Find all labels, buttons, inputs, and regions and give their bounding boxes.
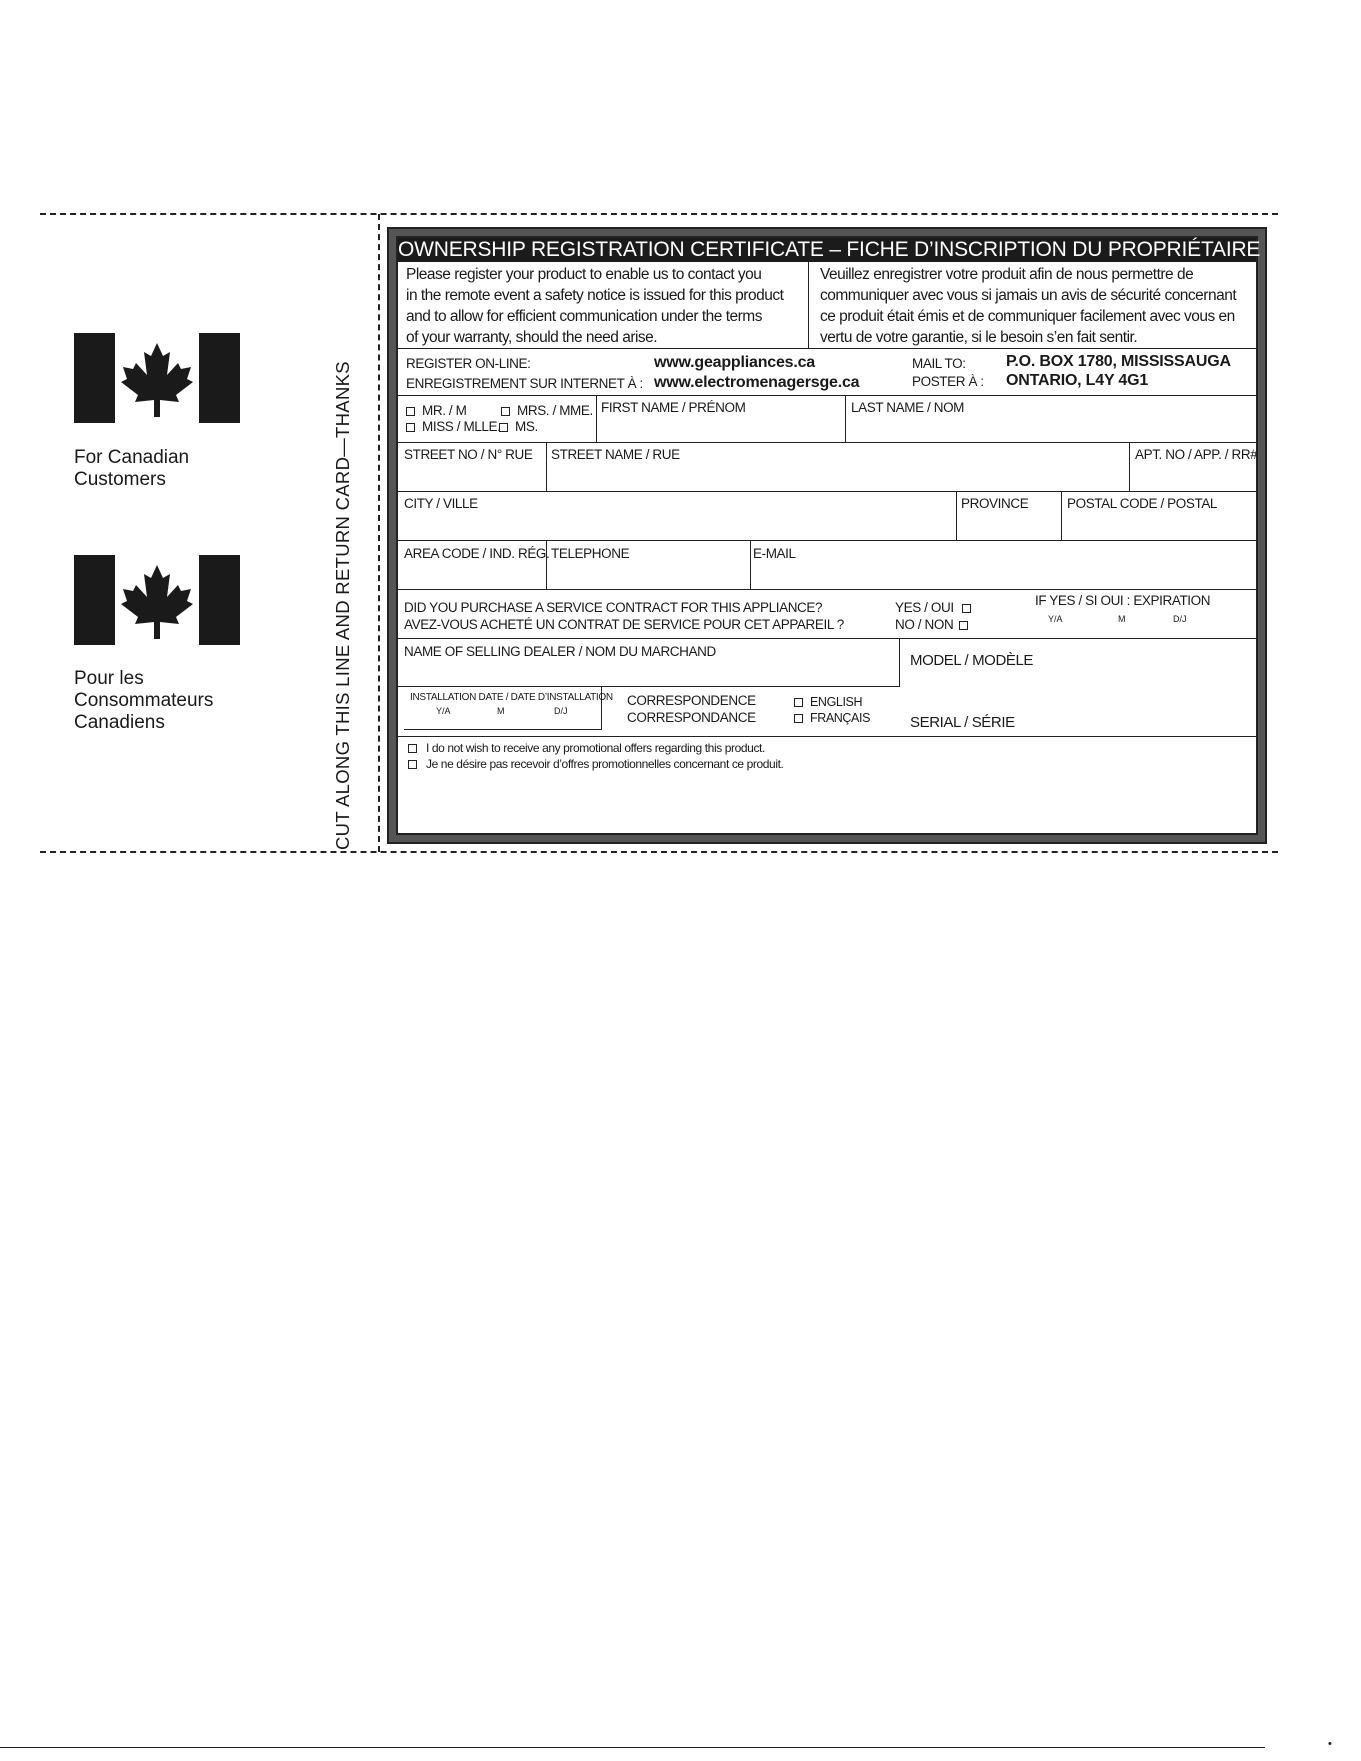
checkbox-icon[interactable]: [408, 744, 417, 753]
checkbox-icon[interactable]: [406, 407, 415, 416]
installation-date-field[interactable]: INSTALLATION DATE / DATE D’INSTALLATION Y/A M D/J: [404, 686, 602, 730]
expiration-date-field[interactable]: IF YES / SI OUI : EXPIRATION: [1035, 593, 1211, 608]
apt-number-field[interactable]: APT. NO / APP. / RR#: [1135, 447, 1258, 462]
title-checkbox-mr[interactable]: MR. / M: [406, 403, 466, 419]
mail-to-label: MAIL TO:: [912, 356, 966, 371]
canada-flag-icon: [74, 333, 240, 423]
telephone-field[interactable]: TELEPHONE: [551, 546, 630, 561]
service-no-option[interactable]: NO / NON: [895, 617, 975, 633]
checkbox-icon[interactable]: [962, 604, 971, 613]
enregistrement-link[interactable]: www.electromenagersge.ca: [654, 374, 860, 391]
service-yes-option[interactable]: YES / OUI: [895, 600, 978, 616]
register-online-label: REGISTER ON-LINE:: [406, 356, 531, 371]
install-month-label: M: [497, 706, 505, 716]
optout-french-option[interactable]: Je ne désire pas recevoir d’offres promotionnelles concernant ce produit.: [408, 756, 783, 772]
intro-french: Veuillez enregistrer votre produit afin de nous permettre de communiquer avec vous si jamais un avis de sécurité concernant ce produit était émis et de communiquer facilement avec vous en vertu de votre garantie, si le besoin s’en fait sentir.: [820, 266, 1237, 346]
card-title: OWNERSHIP REGISTRATION CERTIFICATE – FICHE D’INSCRIPTION DU PROPRIÉTAIRE: [398, 238, 1261, 261]
cut-instruction: CUT ALONG THIS LINE AND RETURN CARD—THANKS: [332, 361, 353, 850]
area-code-field[interactable]: AREA CODE / IND. RÉG.: [404, 546, 550, 561]
checkbox-icon[interactable]: [794, 714, 803, 723]
checkbox-icon[interactable]: [959, 621, 968, 630]
checkbox-icon[interactable]: [499, 423, 508, 432]
poster-label: POSTER À :: [912, 374, 984, 389]
selling-dealer-field[interactable]: NAME OF SELLING DEALER / NOM DU MARCHAND: [404, 644, 716, 659]
city-field[interactable]: CITY / VILLE: [404, 496, 478, 511]
registration-card: [387, 227, 1267, 844]
cut-line-top: [40, 213, 1278, 215]
optout-english-option[interactable]: I do not wish to receive any promotional offers regarding this product.: [408, 740, 765, 756]
title-checkbox-mrs[interactable]: MRS. / MME.: [501, 403, 593, 419]
page-corner-mark: •: [1328, 1738, 1332, 1750]
canada-flag-icon: [74, 555, 240, 645]
service-contract-question-en: DID YOU PURCHASE A SERVICE CONTRACT FOR THIS APPLIANCE?: [404, 600, 823, 615]
service-contract-question-fr: AVEZ-VOUS ACHETÉ UN CONTRAT DE SERVICE POUR CET APPAREIL ?: [404, 617, 844, 632]
cut-line-vertical: [378, 214, 380, 852]
province-field[interactable]: PROVINCE: [961, 496, 1029, 511]
mailing-address-line1: P.O. BOX 1780, MISSISSAUGA: [1006, 353, 1231, 370]
mailing-address-line2: ONTARIO, L4Y 4G1: [1006, 372, 1149, 389]
language-english-option[interactable]: ENGLISH: [794, 694, 862, 710]
enregistrement-label: ENREGISTREMENT SUR INTERNET À :: [406, 376, 643, 391]
checkbox-icon[interactable]: [406, 423, 415, 432]
language-french-option[interactable]: FRANÇAIS: [794, 710, 870, 726]
expiration-month-label: M: [1118, 614, 1126, 624]
checkbox-icon[interactable]: [501, 407, 510, 416]
install-year-label: Y/A: [436, 706, 451, 716]
flag-caption-french: Pour les Consommateurs Canadiens: [74, 668, 214, 733]
street-name-field[interactable]: STREET NAME / RUE: [551, 447, 680, 462]
expiration-year-label: Y/A: [1048, 614, 1063, 624]
title-checkbox-miss[interactable]: MISS / MLLE.: [406, 419, 500, 435]
street-number-field[interactable]: STREET NO / N° RUE: [404, 447, 533, 462]
page-bottom-rule: [0, 1747, 1265, 1748]
install-day-label: D/J: [554, 706, 568, 716]
title-checkbox-ms[interactable]: MS.: [499, 419, 538, 435]
registration-card-body: [396, 236, 1261, 835]
intro-english: Please register your product to enable us to contact you in the remote event a safety notice is issued for this product and to allow for efficient communication under the terms of your warranty, should the need arise.: [406, 266, 784, 346]
register-online-link[interactable]: www.geappliances.ca: [654, 354, 816, 371]
email-field[interactable]: E-MAIL: [753, 546, 796, 561]
checkbox-icon[interactable]: [408, 760, 417, 769]
first-name-field[interactable]: FIRST NAME / PRÉNOM: [601, 400, 746, 415]
serial-field[interactable]: SERIAL / SÉRIE: [910, 714, 1015, 731]
expiration-day-label: D/J: [1173, 614, 1187, 624]
flag-caption-english: For Canadian Customers: [74, 447, 190, 490]
model-field[interactable]: MODEL / MODÈLE: [910, 652, 1034, 669]
correspondence-label-fr: CORRESPONDANCE: [627, 710, 756, 725]
postal-code-field[interactable]: POSTAL CODE / POSTAL: [1067, 496, 1218, 511]
last-name-field[interactable]: LAST NAME / NOM: [851, 400, 965, 415]
checkbox-icon[interactable]: [794, 698, 803, 707]
cut-line-bottom: [40, 851, 1278, 853]
correspondence-label-en: CORRESPONDENCE: [627, 693, 756, 708]
